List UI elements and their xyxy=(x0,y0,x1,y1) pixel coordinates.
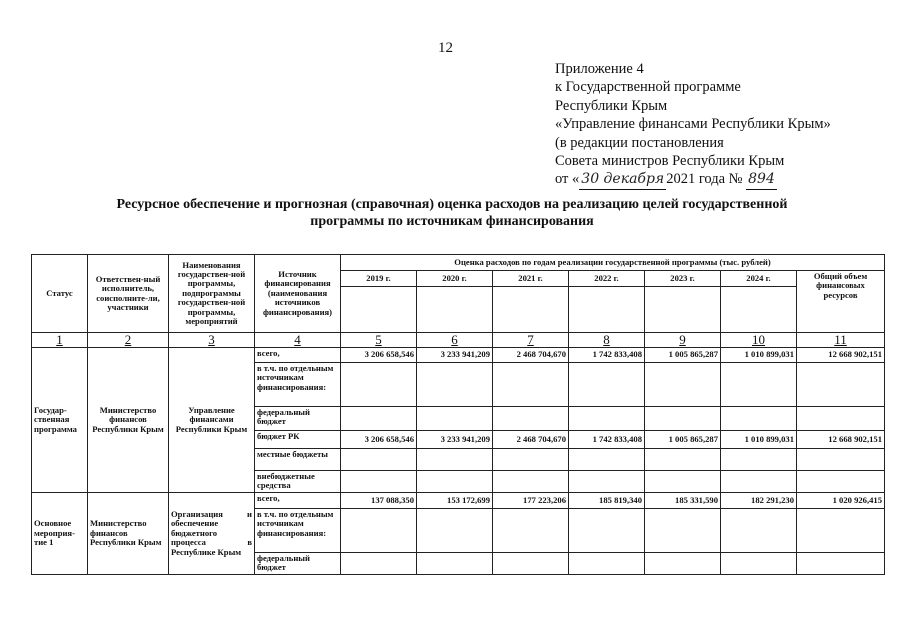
value-cell xyxy=(645,363,721,407)
header-year-2022: 2022 г. xyxy=(569,271,645,287)
value-cell xyxy=(569,449,645,471)
date-suffix: 2021 года № xyxy=(666,171,743,188)
value-cell xyxy=(645,407,721,431)
value-cell xyxy=(341,363,417,407)
appendix-line: Республики Крым xyxy=(555,97,668,114)
value-cell xyxy=(341,509,417,553)
value-cell xyxy=(797,363,885,407)
value-cell: 12 668 902,151 xyxy=(797,348,885,363)
column-number: 6 xyxy=(417,333,493,348)
column-number: 9 xyxy=(645,333,721,348)
header-name: Наименования государствен-ной программы, подпрограммы государствен-ной программы, мероприятий xyxy=(169,255,255,333)
column-number: 8 xyxy=(569,333,645,348)
value-cell: 12 668 902,151 xyxy=(797,431,885,449)
value-cell xyxy=(493,363,569,407)
appendix-line: Совета министров Республики Крым xyxy=(555,153,785,170)
value-cell xyxy=(569,553,645,575)
source-cell: федеральный бюджет xyxy=(255,407,341,431)
handwritten-date: 30 декабря xyxy=(579,170,666,189)
value-cell: 2 468 704,670 xyxy=(493,348,569,363)
appendix-date-line xyxy=(555,170,831,189)
value-cell: 3 233 941,209 xyxy=(417,348,493,363)
value-cell: 1 742 833,408 xyxy=(569,431,645,449)
source-cell: бюджет РК xyxy=(255,431,341,449)
value-cell xyxy=(797,553,885,575)
value-cell: 1 005 865,287 xyxy=(645,431,721,449)
value-cell xyxy=(569,471,645,493)
appendix-line: (в редакции постановления xyxy=(555,134,724,151)
column-number: 4 xyxy=(255,333,341,348)
column-number: 11 xyxy=(797,333,885,348)
value-cell xyxy=(797,471,885,493)
value-cell xyxy=(645,471,721,493)
header-year-2024: 2024 г. xyxy=(721,271,797,287)
appendix-line: Приложение 4 xyxy=(555,61,644,77)
page-number: 12 xyxy=(438,40,453,56)
value-cell: 185 331,590 xyxy=(645,493,721,509)
date-prefix: от « xyxy=(555,171,580,188)
header-year-2020: 2020 г. xyxy=(417,271,493,287)
value-cell: 137 088,350 xyxy=(341,493,417,509)
status-cell: Основное мероприя-тие 1 xyxy=(32,493,88,575)
value-cell xyxy=(417,363,493,407)
header-blank xyxy=(341,287,417,333)
column-number: 3 xyxy=(169,333,255,348)
value-cell xyxy=(797,449,885,471)
value-cell: 3 206 658,546 xyxy=(341,431,417,449)
header-executors: Ответствен-ный исполнитель, соисполните-ли, участники xyxy=(88,255,169,333)
header-source: Источник финансирования (наименования источников финансирования) xyxy=(255,255,341,333)
source-cell: местные бюджеты xyxy=(255,449,341,471)
value-cell xyxy=(721,509,797,553)
value-cell: 185 819,340 xyxy=(569,493,645,509)
column-number: 7 xyxy=(493,333,569,348)
value-cell xyxy=(493,449,569,471)
header-blank xyxy=(417,287,493,333)
document-title xyxy=(60,196,844,230)
source-cell: всего, xyxy=(255,493,341,509)
appendix-block xyxy=(555,60,831,190)
value-cell xyxy=(493,471,569,493)
value-cell: 1 742 833,408 xyxy=(569,348,645,363)
value-cell: 1 005 865,287 xyxy=(645,348,721,363)
value-cell: 1 010 899,031 xyxy=(721,348,797,363)
executor-cell: Министерство финансов Республики Крым xyxy=(88,493,169,575)
value-cell xyxy=(721,449,797,471)
value-cell xyxy=(341,553,417,575)
value-cell: 2 468 704,670 xyxy=(493,431,569,449)
value-cell xyxy=(417,449,493,471)
value-cell xyxy=(569,407,645,431)
value-cell xyxy=(569,363,645,407)
header-total: Общий объем финансовых ресурсов xyxy=(797,271,885,333)
executor-cell: Министерство финансов Республики Крым xyxy=(88,348,169,493)
value-cell xyxy=(721,471,797,493)
value-cell xyxy=(721,553,797,575)
title-line-1: Ресурсное обеспечение и прогнозная (справочная) оценка расходов на реализацию целей государственной xyxy=(116,197,788,212)
header-blank xyxy=(569,287,645,333)
title-line-2: программы по источникам финансирования xyxy=(310,214,594,229)
value-cell xyxy=(645,553,721,575)
source-cell: внебюджетные средства xyxy=(255,471,341,493)
value-cell xyxy=(645,449,721,471)
value-cell: 177 223,206 xyxy=(493,493,569,509)
source-cell: всего, xyxy=(255,348,341,363)
value-cell xyxy=(341,471,417,493)
value-cell xyxy=(797,509,885,553)
appendix-line: к Государственной программе xyxy=(555,79,741,96)
value-cell xyxy=(341,449,417,471)
value-cell xyxy=(645,509,721,553)
value-cell: 1 020 926,415 xyxy=(797,493,885,509)
value-cell: 3 206 658,546 xyxy=(341,348,417,363)
header-year-2019: 2019 г. xyxy=(341,271,417,287)
value-cell xyxy=(493,407,569,431)
header-year-2021: 2021 г. xyxy=(493,271,569,287)
column-number: 1 xyxy=(32,333,88,348)
source-cell: федеральный бюджет xyxy=(255,553,341,575)
source-cell: в т.ч. по отдельным источникам финансирования: xyxy=(255,363,341,407)
value-cell xyxy=(493,509,569,553)
source-cell: в т.ч. по отдельным источникам финансирования: xyxy=(255,509,341,553)
value-cell: 3 233 941,209 xyxy=(417,431,493,449)
program-name-cell: Управление финансами Республики Крым xyxy=(169,348,255,493)
resource-table xyxy=(31,254,885,575)
value-cell: 182 291,230 xyxy=(721,493,797,509)
value-cell xyxy=(721,363,797,407)
value-cell xyxy=(569,509,645,553)
program-name-cell: Организация и обеспечение бюджетного процесса в Республике Крым xyxy=(169,493,255,575)
column-number: 10 xyxy=(721,333,797,348)
column-number: 2 xyxy=(88,333,169,348)
header-year-2023: 2023 г. xyxy=(645,271,721,287)
value-cell: 1 010 899,031 xyxy=(721,431,797,449)
value-cell xyxy=(417,553,493,575)
header-status: Статус xyxy=(32,255,88,333)
value-cell: 153 172,699 xyxy=(417,493,493,509)
column-number: 5 xyxy=(341,333,417,348)
value-cell xyxy=(721,407,797,431)
value-cell xyxy=(797,407,885,431)
value-cell xyxy=(417,471,493,493)
handwritten-number: 894 xyxy=(746,170,777,189)
header-estimate: Оценка расходов по годам реализации государственной программы (тыс. рублей) xyxy=(341,255,885,271)
value-cell xyxy=(493,553,569,575)
value-cell xyxy=(417,407,493,431)
value-cell xyxy=(341,407,417,431)
appendix-line: «Управление финансами Республики Крым» xyxy=(555,116,831,133)
header-blank xyxy=(721,287,797,333)
value-cell xyxy=(417,509,493,553)
status-cell: Государ-ственная программа xyxy=(32,348,88,493)
header-blank xyxy=(493,287,569,333)
header-blank xyxy=(645,287,721,333)
